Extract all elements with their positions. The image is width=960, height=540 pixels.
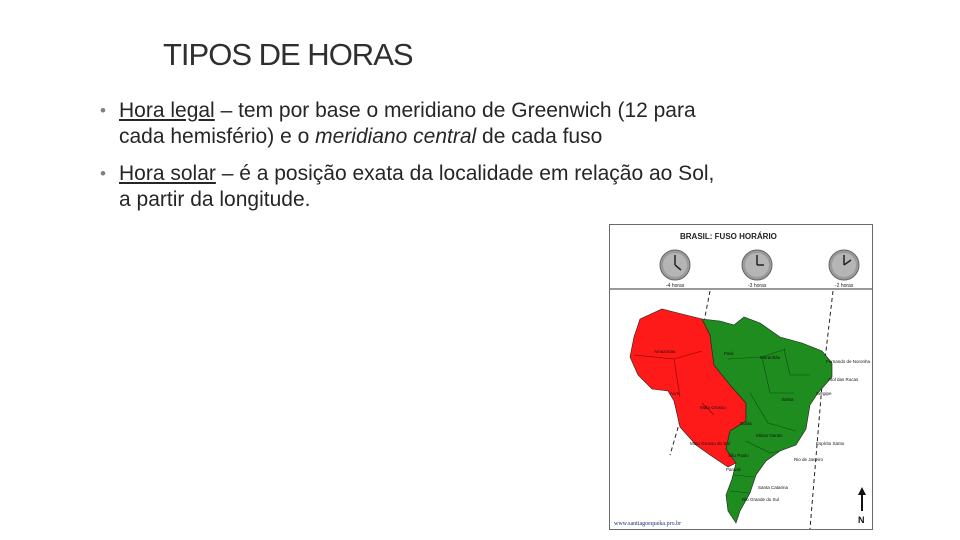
place-label: Pará — [724, 351, 734, 356]
slide-title: TIPOS DE HORAS — [163, 37, 413, 72]
hora-legal-text-end: de cada fuso — [476, 125, 603, 148]
place-label: Goiás — [740, 421, 752, 426]
meridian-line-east — [810, 291, 833, 529]
place-label: Espírito Santo — [816, 441, 845, 446]
bullet-dot: • — [100, 101, 106, 120]
clock-label: -4 horas — [666, 283, 685, 289]
term-hora-legal: Hora legal — [119, 99, 215, 122]
place-label: Minas Gerais — [756, 433, 783, 438]
north-arrow-icon — [858, 487, 866, 525]
place-label: Maranhão — [760, 355, 781, 360]
place-label: Paraná — [726, 467, 741, 472]
place-label: Santa Catarina — [758, 485, 789, 490]
place-label: Mato Grosso do Sul — [690, 441, 730, 446]
place-label: Fernando de Noronha — [826, 359, 871, 364]
clock-label: -3 horas — [748, 283, 767, 289]
meridiano-central-emphasis: meridiano central — [315, 125, 477, 148]
map-title: BRASIL: FUSO HORÁRIO — [680, 232, 777, 241]
clock-label: -2 horas — [835, 283, 854, 289]
place-label: Atol das Rocas — [828, 377, 859, 382]
place-label: Amazonas — [654, 349, 676, 354]
place-label: Rio Grande do Sul — [742, 497, 780, 502]
source-credit: www.santiagoequeka.pro.br — [614, 521, 682, 527]
bullet-hora-solar — [100, 161, 720, 213]
bullet-dot: • — [100, 164, 106, 183]
place-label: São Paulo — [728, 453, 749, 458]
place-label: Rio de Janeiro — [794, 457, 824, 462]
hora-legal-text: – tem por base o meridiano de Greenwich (12 para cada hemisfério) e o — [119, 99, 696, 148]
hora-solar-text: – é a posição exata da localidade em relação ao Sol, a partir da longitude. — [119, 162, 715, 211]
place-label: Bahia — [782, 397, 794, 402]
clock-minus2 — [829, 250, 859, 289]
brazil-timezone-map — [609, 224, 873, 530]
clock-minus3 — [742, 250, 772, 289]
place-label: Mato Grosso — [700, 405, 726, 410]
place-label: Sergipe — [816, 391, 832, 396]
place-label: Acre — [670, 391, 680, 396]
bullet-hora-legal — [100, 98, 720, 150]
term-hora-solar: Hora solar — [119, 162, 216, 185]
north-label: N — [858, 515, 865, 525]
clock-minus4 — [660, 250, 690, 289]
bullet-list — [100, 98, 720, 224]
